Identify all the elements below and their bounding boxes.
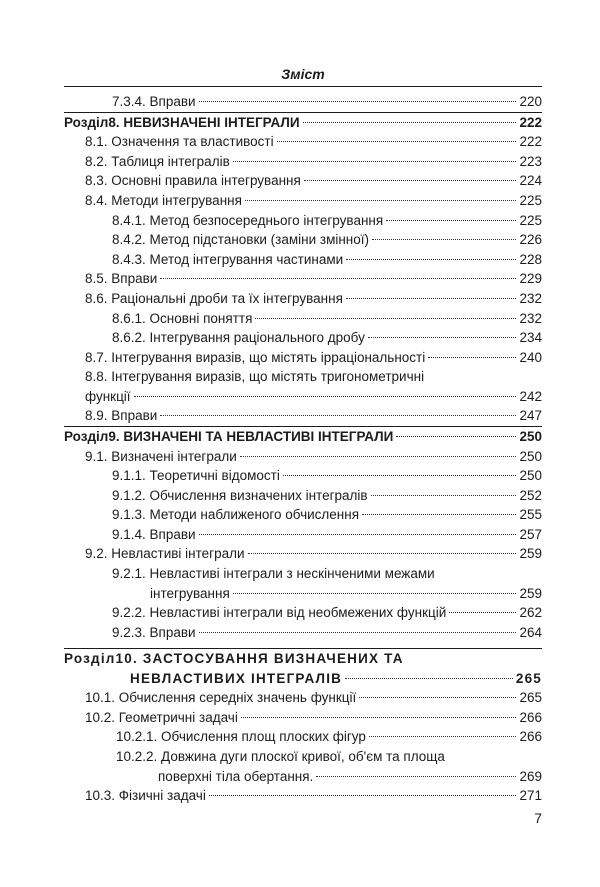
dot-leader xyxy=(345,678,513,679)
toc-entry-page: 234 xyxy=(519,330,542,346)
toc-entry-title: 9.1.2. Обчислення визначених інтегралів xyxy=(112,487,368,503)
dot-leader xyxy=(428,357,516,358)
toc-entry-page: 271 xyxy=(519,788,542,804)
toc-entry-10-2-1[interactable] xyxy=(64,727,542,747)
dot-leader xyxy=(199,632,517,633)
toc-entry-page: 225 xyxy=(519,192,542,208)
toc-entry-8-6-1[interactable] xyxy=(64,309,542,329)
dot-leader xyxy=(369,736,517,737)
toc-entry-page: 259 xyxy=(519,585,542,601)
toc-entry-title: 9.1.3. Методи наближеного обчислення xyxy=(112,507,360,523)
toc-entry-title: Розділ10. ЗАСТОСУВАННЯ ВИЗНАЧЕНИХ ТА xyxy=(64,651,404,667)
dot-leader xyxy=(240,456,517,457)
toc-entry-title-cont: поверхні тіла обертання. xyxy=(158,768,314,784)
page-header: Зміст xyxy=(64,66,542,87)
toc-entry-page: 222 xyxy=(519,114,542,130)
toc-entry-title: 8.9. Вправи xyxy=(85,408,158,424)
toc-entry-title-cont: функції xyxy=(85,388,131,404)
toc-chapter-8[interactable] xyxy=(64,113,542,133)
toc-entry-title: 9.2.2. Невластиві інтеграли від необмежених функцій xyxy=(112,605,447,621)
page-number: 7 xyxy=(534,810,542,826)
toc-entry-page: 252 xyxy=(519,487,542,503)
toc-entry-title: 8.4.3. Метод інтегрування частинами xyxy=(112,251,344,267)
toc-entry-8-6-2[interactable] xyxy=(64,328,542,348)
toc-entry-page: 220 xyxy=(519,94,542,109)
toc-entry-title: 10.2. Геометричні задачі xyxy=(85,709,238,725)
dot-leader xyxy=(160,278,516,279)
toc-entry-9-1[interactable] xyxy=(64,447,542,467)
toc-entry-title: Розділ9. ВИЗНАЧЕНІ ТА НЕВЛАСТИВІ ІНТЕГРАЛИ xyxy=(64,428,394,444)
toc-entry-title: 8.1. Означення та властивості xyxy=(85,134,274,150)
toc-entry-page: 228 xyxy=(519,251,542,267)
toc-entry-title: 8.4. Методи інтегрування xyxy=(85,192,242,208)
dot-leader xyxy=(386,220,516,221)
toc-entry-page: 229 xyxy=(519,271,542,287)
dot-leader xyxy=(371,495,517,496)
toc-entry-title: 9.1.1. Теоретичні відомості xyxy=(112,468,280,484)
toc-entry-page: 259 xyxy=(519,546,542,562)
dot-leader xyxy=(199,534,517,535)
dot-leader xyxy=(283,475,517,476)
toc-entry-page: 262 xyxy=(519,605,542,621)
toc-entry-8-6[interactable] xyxy=(64,289,542,309)
toc-entry-title: 8.6.2. Інтегрування раціонального дробу xyxy=(112,330,365,346)
toc-entry-title-cont: НЕВЛАСТИВИХ ІНТЕГРАЛІВ xyxy=(130,670,343,686)
toc-entry-8-5[interactable] xyxy=(64,269,542,289)
dot-leader xyxy=(316,776,516,777)
toc-entry-title: 9.2.1. Невластиві інтеграли з нескінченими межами xyxy=(112,566,435,582)
dot-leader xyxy=(160,415,516,416)
toc-entry-8-4[interactable] xyxy=(64,191,542,211)
toc-entry-title: 8.4.1. Метод безпосереднього інтегрування xyxy=(112,212,384,228)
toc-entry-title: 10.1. Обчислення середніх значень функції xyxy=(85,690,357,706)
dot-leader xyxy=(277,141,517,142)
dot-leader xyxy=(304,180,517,181)
toc-entry-title: 7.3.4. Вправи xyxy=(112,94,196,109)
toc-entry-title: 8.5. Вправи xyxy=(85,271,158,287)
toc-entry-page: 269 xyxy=(519,768,542,784)
toc-entry-page: 257 xyxy=(519,526,542,542)
toc-entry-9-2-3[interactable] xyxy=(64,623,542,643)
toc-entry-page: 266 xyxy=(519,709,542,725)
dot-leader xyxy=(134,396,517,397)
toc-entry-page: 232 xyxy=(519,290,542,306)
toc-entry-page: 250 xyxy=(519,468,542,484)
toc-entry-8-4-2[interactable] xyxy=(64,230,542,250)
toc-entry-page: 255 xyxy=(519,507,542,523)
toc-entry-8-3[interactable] xyxy=(64,171,542,191)
toc-entry-title: 9.2. Невластиві інтеграли xyxy=(85,546,245,562)
dot-leader xyxy=(303,122,517,123)
toc-entry-title: 8.7. Інтегрування виразів, що містять ірраціональності xyxy=(85,349,426,365)
dot-leader xyxy=(233,593,517,594)
toc-entry-8-7[interactable] xyxy=(64,348,542,368)
toc-entry-9-2-2[interactable] xyxy=(64,603,542,623)
toc-entry-title: 8.6. Раціональні дроби та їх інтегрування xyxy=(85,290,343,306)
toc-entry-8-4-1[interactable] xyxy=(64,211,542,231)
dot-leader xyxy=(255,318,516,319)
dot-leader xyxy=(241,717,517,718)
toc-entry-title: 8.6.1. Основні поняття xyxy=(112,310,253,326)
dot-leader xyxy=(396,436,516,437)
toc-entry-page: 223 xyxy=(519,153,542,169)
toc-entry-page: 222 xyxy=(519,134,542,150)
dot-leader xyxy=(368,337,517,338)
toc-entry-title: 10.3. Фізичні задачі xyxy=(85,788,206,804)
dot-leader xyxy=(359,697,516,698)
toc-entry-page: 224 xyxy=(519,173,542,189)
toc-entry-title: 8.8. Інтегрування виразів, що містять тригонометричні xyxy=(85,369,425,385)
dot-leader xyxy=(245,200,517,201)
toc-chapter-9[interactable] xyxy=(64,427,542,447)
toc-entry-page: 247 xyxy=(519,408,542,424)
toc-entry-8-9[interactable] xyxy=(64,406,542,426)
toc-entry-page: 225 xyxy=(519,212,542,228)
toc-entry-title: 8.4.2. Метод підстановки (заміни змінної) xyxy=(112,232,370,248)
toc-entry-10-3[interactable] xyxy=(64,786,542,806)
toc-entry-page: 242 xyxy=(519,388,542,404)
dot-leader xyxy=(346,259,516,260)
dot-leader xyxy=(248,553,517,554)
toc-entry-title: 9.1.4. Вправи xyxy=(112,526,196,542)
dot-leader xyxy=(362,514,516,515)
dot-leader xyxy=(233,161,517,162)
toc-entry-10-2-2[interactable] xyxy=(64,747,542,786)
dot-leader xyxy=(209,795,517,796)
toc-entry-10-1[interactable] xyxy=(64,688,542,708)
toc-entry-7-3-4[interactable] xyxy=(64,92,542,112)
toc-entry-page: 266 xyxy=(519,729,542,745)
toc-chapter-10[interactable] xyxy=(64,649,542,688)
toc-entry-8-8[interactable] xyxy=(64,367,542,406)
toc-entry-title: 8.2. Таблиця інтегралів xyxy=(85,153,230,169)
toc-entry-page: 250 xyxy=(519,428,542,444)
toc-entry-9-1-4[interactable] xyxy=(64,525,542,545)
toc-entry-title: 10.2.2. Довжина дуги плоскої кривої, об'єм та площа xyxy=(116,749,445,765)
table-of-contents xyxy=(64,92,542,806)
toc-entry-page: 265 xyxy=(515,670,542,686)
toc-entry-title: 9.2.3. Вправи xyxy=(112,624,196,640)
toc-entry-page: 232 xyxy=(519,310,542,326)
toc-entry-title-cont: інтегрування xyxy=(150,585,230,601)
toc-entry-page: 226 xyxy=(519,232,542,248)
toc-entry-9-2[interactable] xyxy=(64,544,542,564)
toc-entry-8-4-3[interactable] xyxy=(64,250,542,270)
toc-entry-page: 265 xyxy=(519,690,542,706)
toc-entry-page: 264 xyxy=(519,624,542,640)
toc-entry-title: Розділ8. НЕВИЗНАЧЕНІ ІНТЕГРАЛИ xyxy=(64,114,300,130)
dot-leader xyxy=(199,101,517,102)
toc-entry-9-1-2[interactable] xyxy=(64,486,542,506)
toc-entry-9-1-3[interactable] xyxy=(64,505,542,525)
toc-entry-9-2-1[interactable] xyxy=(64,564,542,603)
toc-entry-title: 10.2.1. Обчислення площ плоских фігур xyxy=(116,729,366,745)
toc-entry-9-1-1[interactable] xyxy=(64,466,542,486)
toc-entry-8-1[interactable] xyxy=(64,132,542,152)
dot-leader xyxy=(346,298,517,299)
toc-entry-10-2[interactable] xyxy=(64,708,542,728)
toc-entry-title: 8.3. Основні правила інтегрування xyxy=(85,173,301,189)
toc-entry-page: 240 xyxy=(519,349,542,365)
toc-entry-title: 9.1. Визначені інтеграли xyxy=(85,448,237,464)
toc-entry-8-2[interactable] xyxy=(64,152,542,172)
dot-leader xyxy=(449,612,516,613)
toc-entry-page: 250 xyxy=(519,448,542,464)
dot-leader xyxy=(372,239,516,240)
